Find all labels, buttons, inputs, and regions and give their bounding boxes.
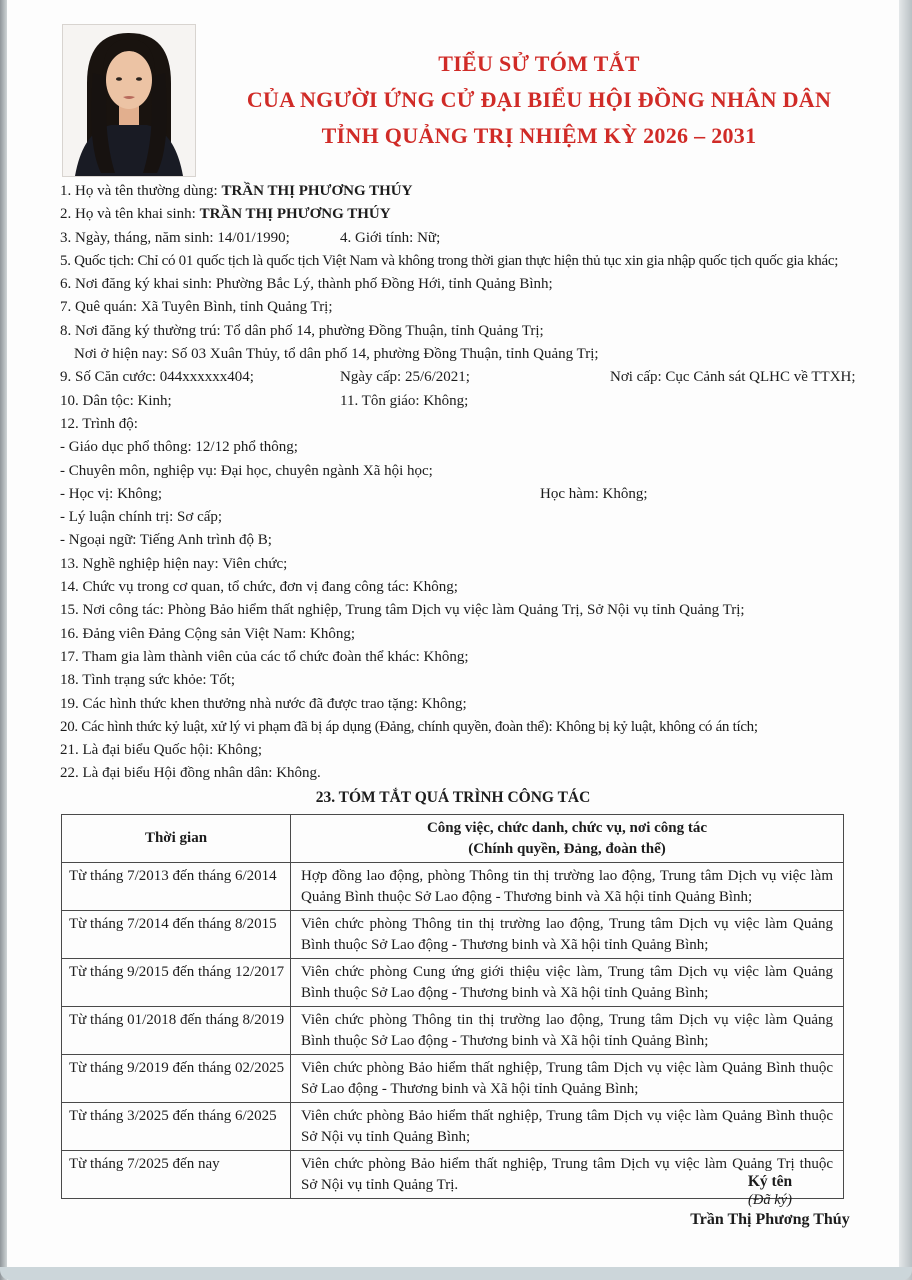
signature-block	[620, 1172, 912, 1229]
scan-edge-bottom	[0, 1267, 912, 1280]
field-edu-language: - Ngoại ngữ: Tiếng Anh trình độ B;	[60, 532, 272, 549]
signature-signed-note: (Đã ký)	[748, 1192, 792, 1208]
candidate-portrait-photo	[62, 24, 196, 177]
cell-job: Viên chức phòng Thông tin thị trường lao động, Trung tâm Dịch vụ việc làm Quảng Bình thuộc Sở Lao động - Thương binh và Xã hội tỉnh Quảng Bình;	[291, 1007, 844, 1055]
field-permanent-residence: 8. Nơi đăng ký thường trú: Tổ dân phố 14, phường Đồng Thuận, tỉnh Quảng Trị;	[60, 322, 544, 339]
cell-job: Hợp đồng lao động, phòng Thông tin thị trường lao động, Trung tâm Dịch vụ việc làm Quảng Bình thuộc Sở Lao động - Thương binh và Xã hội tỉnh Quảng Bình;	[291, 863, 844, 911]
signature-label: Ký tên	[747, 1173, 793, 1190]
field-common-name	[60, 180, 850, 203]
table-row	[62, 1007, 844, 1055]
cell-time: Từ tháng 9/2015 đến tháng 12/2017	[62, 959, 291, 1007]
cell-job: Viên chức phòng Bảo hiểm thất nghiệp, Trung tâm Dịch vụ việc làm Quảng Bình thuộc Sở Nội vụ tỉnh Quảng Bình;	[291, 1103, 844, 1151]
scan-edge-right	[899, 0, 912, 1280]
cell-job: Viên chức phòng Thông tin thị trường lao động, Trung tâm Dịch vụ việc làm Quảng Bình thuộc Sở Lao động - Thương binh và Xã hội tỉnh Quảng Bình;	[291, 911, 844, 959]
field-edu-academic-title: Học hàm: Không;	[540, 485, 648, 502]
personal-info-section	[60, 180, 856, 786]
field-occupation: 13. Nghề nghiệp hiện nay: Viên chức;	[60, 555, 288, 572]
field-education-header: 12. Trình độ:	[60, 415, 138, 432]
work-history-table	[61, 814, 844, 1199]
portrait-photo-illustration	[63, 25, 195, 176]
field-edu-professional: - Chuyên môn, nghiệp vụ: Đại học, chuyên ngành Xã hội học;	[60, 462, 433, 479]
table-row	[62, 1103, 844, 1151]
field-id-number: 9. Số Căn cước: 044xxxxxx404;	[60, 369, 254, 386]
cell-job: Viên chức phòng Cung ứng giới thiệu việc làm, Trung tâm Dịch vụ việc làm Quảng Bình thuộc Sở Lao động - Thương binh và Xã hội tỉnh Quảng Bình;	[291, 959, 844, 1007]
field-hometown: 7. Quê quán: Xã Tuyên Bình, tỉnh Quảng Trị;	[60, 299, 333, 316]
field-dob-gender	[60, 227, 850, 250]
field-id-issue-place: Nơi cấp: Cục Cảnh sát QLHC về TTXH;	[610, 369, 856, 386]
field-edu-degree: - Học vị: Không;	[60, 485, 163, 502]
cell-time: Từ tháng 7/2025 đến nay	[62, 1151, 291, 1199]
table-row	[62, 911, 844, 959]
column-header-job	[291, 815, 844, 863]
cell-time: Từ tháng 7/2014 đến tháng 8/2015	[62, 911, 291, 959]
cell-job: Viên chức phòng Bảo hiểm thất nghiệp, Trung tâm Dịch vụ việc làm Quảng Bình thuộc Sở Lao động - Thương binh và Xã hội tỉnh Quảng Bình;	[291, 1055, 844, 1103]
cell-time: Từ tháng 01/2018 đến tháng 8/2019	[62, 1007, 291, 1055]
cell-time: Từ tháng 9/2019 đến tháng 02/2025	[62, 1055, 291, 1103]
field-birth-name	[60, 203, 850, 226]
field-edu-politics: - Lý luận chính trị: Sơ cấp;	[60, 509, 223, 526]
field-peoples-council: 22. Là đại biểu Hội đồng nhân dân: Không.	[60, 765, 321, 782]
field-awards: 19. Các hình thức khen thưởng nhà nước đã được trao tặng: Không;	[60, 695, 467, 712]
field-party-member: 16. Đảng viên Đảng Cộng sản Việt Nam: Không;	[60, 625, 356, 642]
field-religion: 11. Tôn giáo: Không;	[340, 392, 469, 409]
table-header-row	[62, 815, 844, 863]
signature-name: Trần Thị Phương Thúy	[690, 1211, 850, 1228]
cell-time: Từ tháng 3/2025 đến tháng 6/2025	[62, 1103, 291, 1151]
field-discipline: 20. Các hình thức kỷ luật, xử lý vi phạm đã bị áp dụng (Đảng, chính quyền, đoàn thể): Không bị kỷ luật, không có án tích;	[60, 718, 758, 735]
field-ethnicity-religion	[60, 390, 850, 413]
field-common-name-value: TRẦN THỊ PHƯƠNG THÚY	[221, 183, 413, 199]
field-position: 14. Chức vụ trong cơ quan, tổ chức, đơn vị đang công tác: Không;	[60, 579, 458, 596]
field-national-assembly: 21. Là đại biểu Quốc hội: Không;	[60, 742, 263, 759]
field-ethnicity: 10. Dân tộc: Kinh;	[60, 392, 172, 409]
column-header-job-line1: Công việc, chức danh, chức vụ, nơi công tác	[426, 820, 708, 836]
table-row	[62, 959, 844, 1007]
field-edu-degree-title	[60, 483, 850, 506]
field-other-organizations: 17. Tham gia làm thành viên của các tổ chức đoàn thể khác: Không;	[60, 648, 469, 665]
column-header-job-line2: (Chính quyền, Đảng, đoàn thể)	[468, 840, 666, 857]
field-workplace: 15. Nơi công tác: Phòng Bảo hiểm thất nghiệp, Trung tâm Dịch vụ việc làm Quảng Trị, Sở Nội vụ tỉnh Quảng Trị;	[60, 602, 745, 619]
title-line-1: TIỂU SỬ TÓM TẮT	[438, 51, 640, 76]
field-birth-registration: 6. Nơi đăng ký khai sinh: Phường Bắc Lý, thành phố Đồng Hới, tỉnh Quảng Bình;	[60, 276, 553, 293]
scan-edge-left	[0, 0, 7, 1280]
table-row	[62, 1055, 844, 1103]
column-header-time: Thời gian	[62, 815, 291, 863]
field-id-issue-date: Ngày cấp: 25/6/2021;	[340, 369, 470, 386]
field-nationality: 5. Quốc tịch: Chỉ có 01 quốc tịch là quốc tịch Việt Nam và không trong thời gian thực hiện thủ tục xin gia nhập quốc tịch quốc gia khác;	[60, 252, 839, 269]
field-id-card	[60, 366, 856, 389]
field-gender: 4. Giới tính: Nữ;	[340, 229, 441, 246]
field-edu-general: - Giáo dục phổ thông: 12/12 phổ thông;	[60, 439, 298, 456]
document-title	[205, 46, 873, 154]
field-birth-name-label: 2. Họ và tên khai sinh:	[60, 206, 200, 223]
title-line-3: TỈNH QUẢNG TRỊ NHIỆM KỲ 2026 – 2031	[321, 123, 757, 148]
cell-time: Từ tháng 7/2013 đến tháng 6/2014	[62, 863, 291, 911]
field-common-name-label: 1. Họ và tên thường dùng:	[60, 183, 222, 199]
field-birth-name-value: TRẦN THỊ PHƯƠNG THÚY	[199, 206, 391, 223]
title-line-2: CỦA NGƯỜI ỨNG CỬ ĐẠI BIỂU HỘI ĐỒNG NHÂN DÂN	[246, 87, 832, 112]
field-health: 18. Tình trạng sức khỏe: Tốt;	[60, 672, 236, 689]
table-row	[62, 863, 844, 911]
cell-job: Viên chức phòng Bảo hiểm thất nghiệp, Trung tâm Dịch vụ việc làm Quảng Trị thuộc Sở Nội vụ tỉnh Quảng Trị.	[291, 1151, 844, 1199]
field-current-residence: Nơi ở hiện nay: Số 03 Xuân Thủy, tổ dân phố 14, phường Đồng Thuận, tỉnh Quảng Trị;	[74, 346, 599, 363]
work-history-section-title: 23. TÓM TẮT QUÁ TRÌNH CÔNG TÁC	[315, 789, 591, 806]
field-dob: 3. Ngày, tháng, năm sinh: 14/01/1990;	[60, 229, 290, 246]
